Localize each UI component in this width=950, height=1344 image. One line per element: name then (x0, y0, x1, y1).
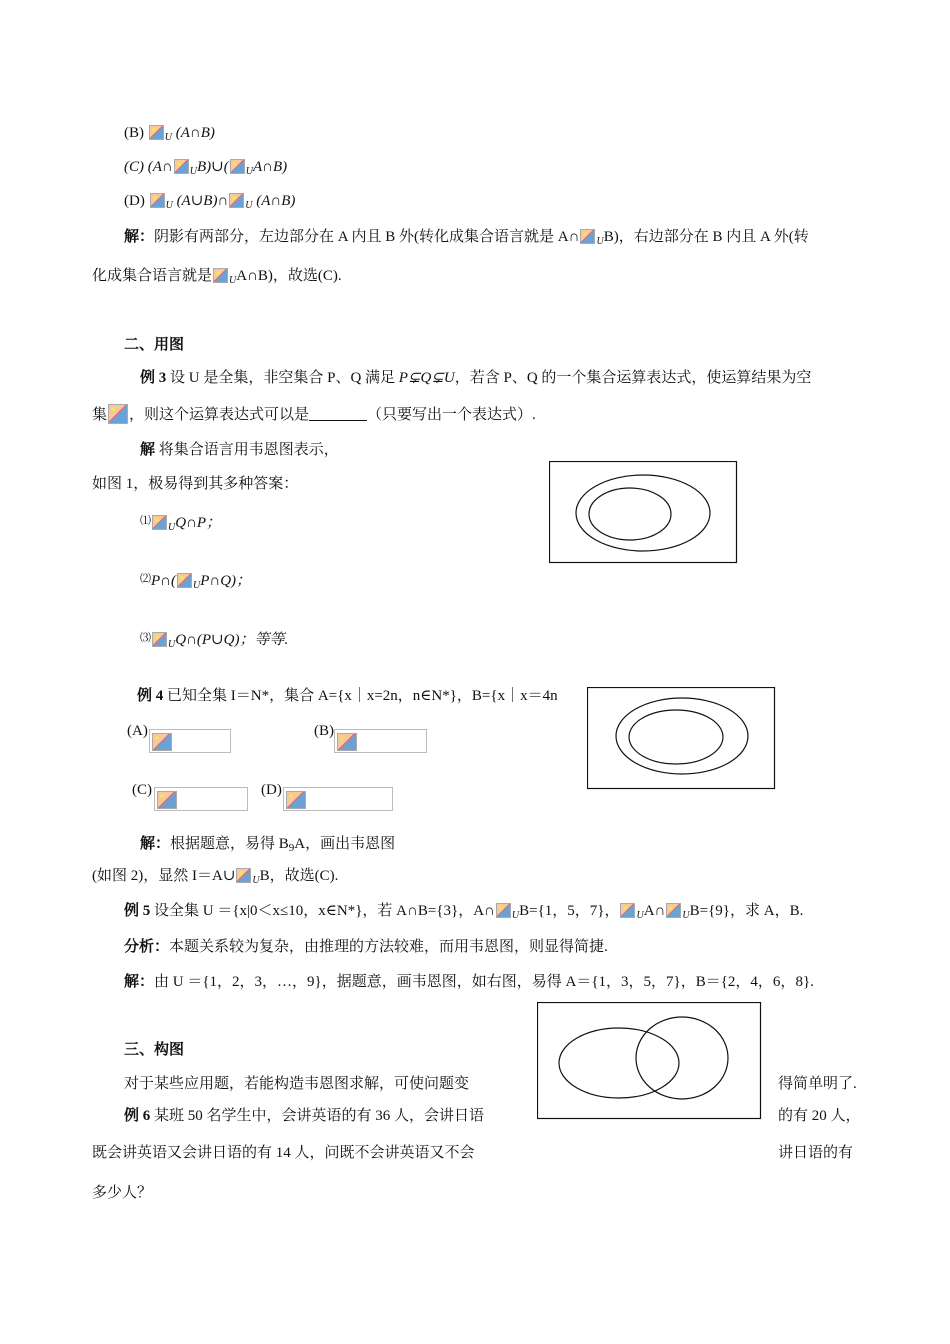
example4-text: 已知全集 I＝N*，集合 A={x｜x=2n，n∈N*}，B={x｜x＝4n (163, 688, 558, 704)
solution3-label: 解 (140, 442, 156, 458)
solution1-text-c: 化成集合语言就是 (92, 268, 213, 284)
example6-text-a: 某班 50 名学生中，会讲英语的有 36 人，会讲日语 (150, 1108, 485, 1124)
example3-line2 (92, 404, 536, 425)
answer-number: ⑴ (140, 515, 151, 527)
set-q-ellipse (576, 475, 710, 551)
example6-label: 例 6 (124, 1108, 151, 1124)
image-placeholder-icon (230, 159, 245, 174)
subscript-u: U (636, 910, 644, 921)
image-placeholder-icon (152, 515, 167, 530)
choice-c-label: (C) (132, 782, 152, 798)
example3-text-c: 集 (92, 407, 108, 423)
image-placeholder-icon (149, 125, 164, 140)
subscript-u: U (682, 910, 690, 921)
example3-label: 例 3 (140, 370, 167, 386)
solution5-text: 由 U ＝{1，2，3，…，9}，据题意，画韦恩图，如右图，易得 A＝{1，3，5，7}，B＝{2，4，6，8}. (154, 974, 814, 990)
answer-2-prefix: P∩( (151, 573, 176, 589)
solution3-text-a: 将集合语言用韦恩图表示， (155, 442, 339, 458)
example5-text-d: B={9}，求 A，B. (689, 903, 804, 919)
image-placeholder-icon (177, 573, 192, 588)
solution1-text-d: A∩B)，故选(C). (236, 268, 342, 284)
analysis-text: 本题关系较为复杂，由推理的方法较难，而用韦恩图，则显得简捷. (169, 939, 608, 955)
answer-2-expr: P∩Q)； (200, 573, 252, 589)
example5-text-c: A∩ (643, 903, 666, 919)
set-p-ellipse (589, 488, 671, 540)
example4-label: 例 4 (137, 688, 164, 704)
answer-number: ⑵ (140, 573, 151, 585)
section2-heading: 二、用图 (124, 337, 185, 353)
example3-relation: P⊊Q⊊U (398, 370, 455, 386)
subscript-u: U (164, 132, 172, 143)
choice-d-label: (D) (261, 782, 282, 798)
set-b-ellipse (629, 710, 723, 764)
venn-figure-2 (587, 687, 776, 790)
subscript-u: U (511, 910, 520, 921)
solution4-line1 (140, 834, 395, 858)
image-placeholder-icon (229, 193, 244, 208)
solution5-label: 解： (124, 974, 155, 990)
example6-line1 (124, 1106, 484, 1126)
choice-a-label: (A) (127, 723, 148, 739)
subscript-u: U (252, 875, 260, 886)
subscript-u: U (596, 236, 604, 247)
set-a-ellipse (616, 698, 748, 774)
solution4-text-a: 根据题意，易得 B (170, 836, 289, 852)
option-b-expr: (A∩B) (171, 125, 215, 141)
solution3-line2: 如图 1，极易得到其多种答案： (92, 476, 299, 492)
image-placeholder-icon (286, 791, 306, 809)
section3-para-left: 对于某些应用题，若能构造韦恩图求解，可使问题变 (124, 1076, 470, 1092)
universal-set-rect (550, 462, 737, 563)
solution4-line2 (92, 866, 338, 891)
venn-figure-3 (537, 1002, 762, 1120)
example4-line (137, 686, 558, 706)
solution1-text-a: 阴影有两部分，左边部分在 A 内且 B 外(转化成集合语言就是 A∩ (154, 229, 580, 245)
solution1-line1 (124, 227, 809, 252)
example6-line1-right: 的有 20 人， (778, 1108, 861, 1124)
choice-d-image[interactable] (283, 787, 393, 811)
image-placeholder-icon (213, 268, 228, 283)
image-placeholder-icon (337, 733, 357, 751)
analysis5-line (124, 937, 608, 957)
answer-number: ⑶ (140, 632, 151, 644)
example3-text-e: （只要写出一个表达式）. (367, 407, 536, 423)
section3-para-right: 得简单明了. (778, 1076, 857, 1092)
image-placeholder-icon (580, 229, 595, 244)
answer-2 (140, 569, 251, 596)
answer-1-expr: Q∩P； (175, 515, 222, 531)
example6-line3: 多少人？ (92, 1185, 153, 1201)
subscript-u: U (245, 200, 253, 211)
solution1-text-b: B)，右边部分在 B 内且 A 外(转 (603, 229, 809, 245)
solution4-text-b: A，画出韦恩图 (294, 836, 396, 852)
image-placeholder-icon (152, 733, 172, 751)
solution4-text-c: (如图 2)，显然 I＝A∪ (92, 868, 236, 884)
subscript-u: U (168, 522, 176, 533)
example3-text-b: ，若含 P、Q 的一个集合运算表达式，使运算结果为空 (454, 370, 812, 386)
solution-label: 解： (124, 229, 155, 245)
example3-text-a: 设 U 是全集，非空集合 P、Q 满足 (166, 370, 399, 386)
example5-label: 例 5 (124, 903, 151, 919)
example3-text-d: ，则这个运算表达式可以是 (129, 407, 310, 423)
option-d-line (124, 191, 295, 216)
solution5-line (124, 972, 814, 992)
image-placeholder-icon (666, 903, 681, 918)
answer-3 (140, 628, 288, 655)
set-b-ellipse (636, 1017, 728, 1099)
solution3-line1 (140, 440, 339, 460)
option-c-mid: B)∪( (196, 159, 229, 175)
subscript-u: U (168, 639, 176, 650)
answer-1 (140, 511, 221, 538)
subscript-u: U (229, 275, 237, 286)
solution4-label: 解： (140, 836, 171, 852)
example5-line (124, 901, 803, 926)
subscript-u: U (245, 166, 253, 177)
image-placeholder-icon (620, 903, 635, 918)
subset-symbol: 9 (288, 842, 295, 854)
option-c-line (124, 157, 287, 182)
example5-text-b: B={1，5，7}， (519, 903, 620, 919)
image-placeholder-icon (236, 868, 251, 883)
universal-set-rect (538, 1003, 761, 1119)
choice-c-image[interactable] (154, 787, 248, 811)
set-a-ellipse (559, 1028, 679, 1098)
image-placeholder-icon (174, 159, 189, 174)
subscript-u: U (193, 580, 201, 591)
option-d-mid: (A∪B)∩ (172, 193, 229, 209)
image-placeholder-icon (152, 632, 167, 647)
image-placeholder-icon (496, 903, 511, 918)
solution1-line2 (92, 266, 342, 291)
subscript-u: U (165, 200, 173, 211)
example3-line1 (140, 368, 811, 388)
option-b-prefix: (B) (124, 125, 148, 141)
solution4-text-d: B，故选(C). (259, 868, 339, 884)
image-placeholder-icon (108, 404, 128, 424)
choice-b-image[interactable] (334, 729, 427, 753)
image-placeholder-icon (157, 791, 177, 809)
choice-a-image[interactable] (149, 729, 231, 753)
option-d-prefix: (D) (124, 193, 149, 209)
section3-heading: 三、构图 (124, 1042, 185, 1058)
option-b-line (124, 123, 215, 148)
image-placeholder-icon (150, 193, 165, 208)
option-c-prefix: (C) (A∩ (124, 159, 173, 175)
example6-line2: 既会讲英语又会讲日语的有 14 人，问既不会讲英语又不会 (92, 1145, 475, 1161)
answer-3-expr: Q∩(P∪Q)；等等. (175, 632, 289, 648)
option-d-expr: (A∩B) (252, 193, 296, 209)
subscript-u: U (189, 166, 197, 177)
option-c-expr: A∩B) (252, 159, 288, 175)
example5-text-a: 设全集 U ＝{x|0＜x≤10，x∈N*}，若 A∩B={3}，A∩ (150, 903, 495, 919)
choice-b-label: (B) (314, 723, 334, 739)
venn-figure-1 (549, 461, 738, 564)
answer-blank[interactable] (309, 406, 367, 421)
example6-line2-right: 讲日语的有 (778, 1145, 854, 1161)
analysis-label: 分析： (124, 939, 170, 955)
